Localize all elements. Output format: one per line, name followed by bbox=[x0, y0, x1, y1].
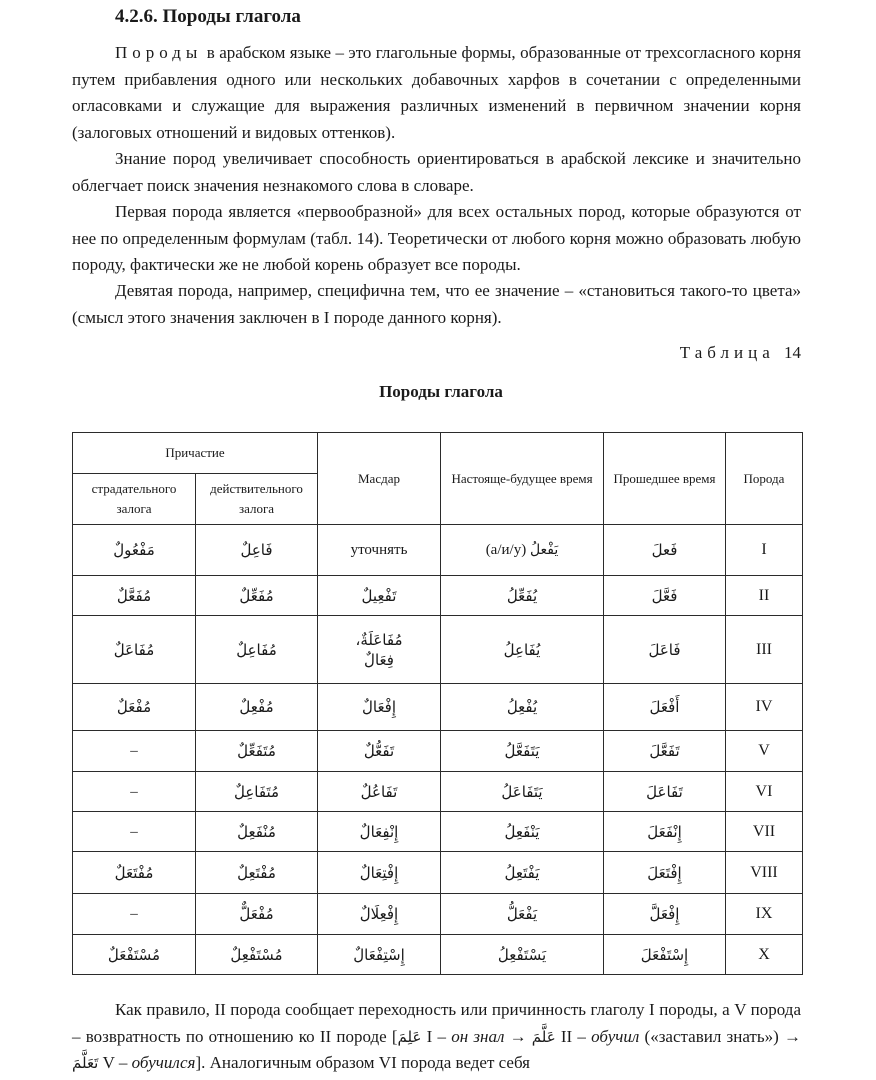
arabic-word-allama: عَلَّمَ bbox=[531, 1027, 556, 1046]
cell-active: مُتَفَعِّلٌ bbox=[196, 731, 318, 772]
cell-masdar: إِسْتِفْعَالٌ bbox=[318, 935, 441, 975]
cell-present: يَتَفَعَّلُ bbox=[441, 731, 604, 772]
closing-text: («заставил знать») → bbox=[639, 1026, 801, 1046]
arabic-word-alima: عَلِمَ bbox=[397, 1027, 422, 1046]
cell-passive: مُسْتَفْعَلٌ bbox=[73, 935, 196, 975]
cell-form: I bbox=[726, 525, 803, 576]
arabic-word-taallama: تَعَلَّمَ bbox=[72, 1054, 99, 1072]
cell-past: إِفْعَلَّ bbox=[604, 894, 726, 935]
present-form: يَفْعلُ bbox=[529, 542, 559, 558]
translation-italic: он знал bbox=[451, 1026, 505, 1046]
cell-past: أَفْعَلَ bbox=[604, 684, 726, 731]
cell-past: فَعلَ bbox=[604, 525, 726, 576]
cell-form: V bbox=[726, 731, 803, 772]
header-active: действительного залога bbox=[196, 474, 318, 525]
closing-text: II – bbox=[555, 1026, 592, 1046]
cell-passive: – bbox=[73, 731, 196, 772]
header-masdar: Масдар bbox=[318, 433, 441, 525]
cell-form: VIII bbox=[726, 852, 803, 894]
cell-form: III bbox=[726, 616, 803, 684]
cell-passive: مُفْعَلٌ bbox=[73, 684, 196, 731]
cell-present: يَتَفَاعَلُ bbox=[441, 772, 604, 812]
cell-active: مُسْتَفْعِلٌ bbox=[196, 935, 318, 975]
table-row bbox=[73, 684, 803, 731]
cell-active: مُفْعِلٌ bbox=[196, 684, 318, 731]
paragraph-first-form: Первая порода является «первообразной» для всех остальных пород, которые образуются от нее по определенным формулам (табл. 14). Теоретически от любого корня можно образовать любую породу, фактически же не любой корень образует все породы. bbox=[72, 202, 801, 274]
closing-text: ]. Аналогичным образом VI порода ведет себя bbox=[195, 1053, 531, 1072]
table-label-word: Таблица bbox=[679, 343, 775, 362]
closing-text: I – bbox=[421, 1026, 452, 1046]
arrow-text: → bbox=[504, 1026, 532, 1046]
paragraph-ninth-form: Девятая порода, например, специфична тем, что ее значение – «становиться такого-то цвета» (смысл этого значения заключен в I породе данного корня). bbox=[72, 281, 801, 327]
paragraph-text: в арабском языке – это глагольные формы, образованные от трехсогласного корня путем прибавления одного или нескольких добавочных харфов в сочетании с определенными огласовками и служащие для выражения различных изменений в первичном значении корня (залоговых отношений и видовых оттенков). bbox=[72, 43, 801, 142]
cell-past: إِسْتَفْعَلَ bbox=[604, 935, 726, 975]
cell-present: يَفْعَلُّ bbox=[441, 894, 604, 935]
cell-masdar bbox=[318, 616, 441, 684]
cell-passive: مُفَاعَلٌ bbox=[73, 616, 196, 684]
masdar-variant-2: فِعَالٌ bbox=[364, 650, 394, 669]
cell-masdar: تَفَاعُلٌ bbox=[318, 772, 441, 812]
cell-active: مُفْعَلٌّ bbox=[196, 894, 318, 935]
cell-active: مُفَعِّلٌ bbox=[196, 576, 318, 616]
verb-forms-table bbox=[72, 432, 803, 975]
cell-past: تَفَاعَلَ bbox=[604, 772, 726, 812]
header-past: Прошедшее время bbox=[604, 433, 726, 525]
table-row bbox=[73, 525, 803, 576]
cell-present: يُفْعِلُ bbox=[441, 684, 604, 731]
masdar-variant-1: مُفَاعَلَةٌ، bbox=[355, 630, 403, 649]
cell-present bbox=[441, 525, 604, 576]
table-row bbox=[73, 616, 803, 684]
cell-present: يَنْفَعِلُ bbox=[441, 812, 604, 852]
cell-present: يَسْتَفْعِلُ bbox=[441, 935, 604, 975]
table-row bbox=[73, 812, 803, 852]
cell-masdar: تَفَعُّلٌ bbox=[318, 731, 441, 772]
cell-passive: مُفَعَّلٌ bbox=[73, 576, 196, 616]
cell-active: مُفْتَعِلٌ bbox=[196, 852, 318, 894]
table-row bbox=[73, 576, 803, 616]
table-row bbox=[73, 894, 803, 935]
paragraph-knowledge: Знание пород увеличивает способность ориентироваться в арабской лексике и значительно облегчает поиск значения незнакомого слова в словаре. bbox=[72, 149, 801, 195]
translation-italic: обучился bbox=[131, 1053, 196, 1072]
cell-active: مُفَاعِلٌ bbox=[196, 616, 318, 684]
header-form: Порода bbox=[726, 433, 803, 525]
cell-past: إِفْتَعَلَ bbox=[604, 852, 726, 894]
paragraph-definition bbox=[72, 40, 801, 146]
vowel-note: (а/и/у) bbox=[485, 542, 527, 558]
cell-form: VII bbox=[726, 812, 803, 852]
closing-text: V – bbox=[98, 1053, 132, 1072]
header-present-future: Настояще-будущее время bbox=[441, 433, 604, 525]
cell-passive: – bbox=[73, 772, 196, 812]
cell-past: فَاعَلَ bbox=[604, 616, 726, 684]
cell-masdar: إِفْعَالٌ bbox=[318, 684, 441, 731]
cell-passive: – bbox=[73, 812, 196, 852]
header-passive: страдательного залога bbox=[73, 474, 196, 525]
cell-past: إِنْفَعَلَ bbox=[604, 812, 726, 852]
section-heading: 4.2.6. Породы глагола bbox=[115, 6, 301, 27]
table-row bbox=[73, 772, 803, 812]
cell-past: فَعَّلَ bbox=[604, 576, 726, 616]
cell-passive: – bbox=[73, 894, 196, 935]
cell-masdar: уточнять bbox=[318, 525, 441, 576]
header-participle: Причастие bbox=[73, 433, 318, 474]
cell-form: II bbox=[726, 576, 803, 616]
table-label-number: 14 bbox=[784, 343, 801, 362]
cell-form: VI bbox=[726, 772, 803, 812]
cell-active: مُتَفَاعِلٌ bbox=[196, 772, 318, 812]
table-row bbox=[73, 935, 803, 975]
cell-form: IV bbox=[726, 684, 803, 731]
table-row bbox=[73, 852, 803, 894]
cell-present: يَفْتَعِلُ bbox=[441, 852, 604, 894]
table-row bbox=[73, 731, 803, 772]
cell-form: X bbox=[726, 935, 803, 975]
table-title: Породы глагола bbox=[379, 382, 503, 401]
cell-past: تَفَعَّلَ bbox=[604, 731, 726, 772]
cell-passive: مَفْعُولٌ bbox=[73, 525, 196, 576]
cell-present: يُفَعِّلُ bbox=[441, 576, 604, 616]
cell-masdar: إِفْتِعَالٌ bbox=[318, 852, 441, 894]
cell-present: يُفَاعِلُ bbox=[441, 616, 604, 684]
cell-active: مُنْفَعِلٌ bbox=[196, 812, 318, 852]
cell-form: IX bbox=[726, 894, 803, 935]
cell-active: فَاعِلٌ bbox=[196, 525, 318, 576]
cell-masdar: إِفْعِلَالٌ bbox=[318, 894, 441, 935]
paragraph-closing bbox=[72, 997, 801, 1077]
cell-masdar: تَفْعِيلٌ bbox=[318, 576, 441, 616]
cell-masdar: إِنْفِعَالٌ bbox=[318, 812, 441, 852]
translation-italic: обучил bbox=[591, 1026, 640, 1046]
cell-passive: مُفْتَعَلٌ bbox=[73, 852, 196, 894]
spaced-term: Породы bbox=[115, 43, 203, 62]
closing-text: Как правило, II порода сообщает переходность или причинность глаголу I породы, а V порода – возвратность по отношению ко II породе [ bbox=[72, 1000, 801, 1046]
table-label bbox=[680, 343, 801, 363]
